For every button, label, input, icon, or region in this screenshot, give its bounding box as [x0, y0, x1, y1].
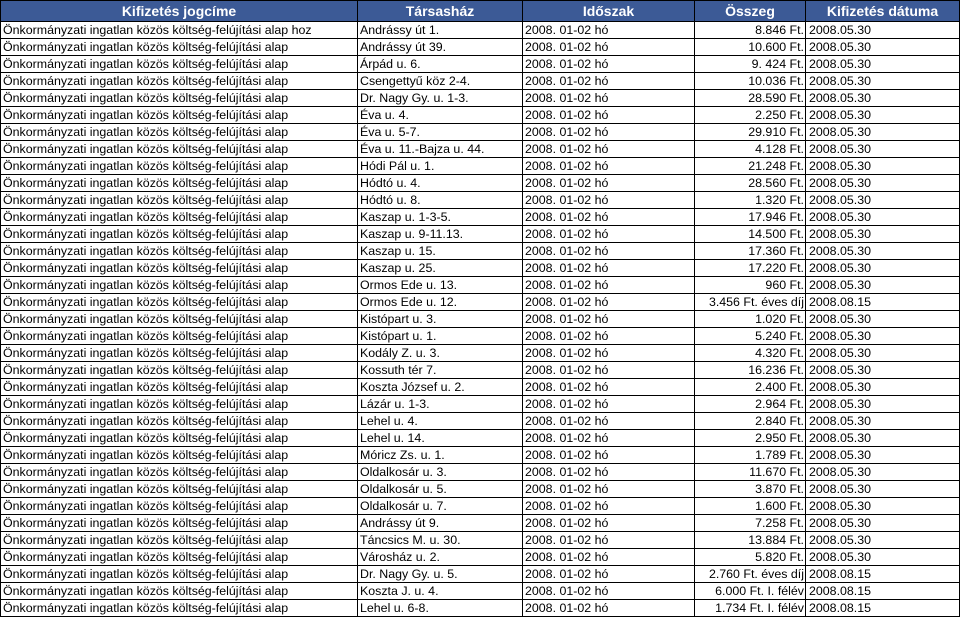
column-header-condominium: Társasház [358, 1, 523, 22]
cell-period: 2008. 01-02 hó [523, 413, 695, 430]
cell-condominium: Kaszap u. 15. [358, 243, 523, 260]
cell-payment-title: Önkormányzati ingatlan közös költség-felújítási alap [1, 56, 358, 73]
cell-amount: 11.670 Ft. [695, 464, 806, 481]
table-row [1, 56, 960, 73]
cell-payment-title: Önkormányzati ingatlan közös költség-felújítási alap [1, 243, 358, 260]
cell-payment-title: Önkormányzati ingatlan közös költség-felújítási alap [1, 90, 358, 107]
cell-payment-date: 2008.05.30 [806, 39, 960, 56]
table-row [1, 107, 960, 124]
cell-period: 2008. 01-02 hó [523, 90, 695, 107]
cell-condominium: Oldalkosár u. 3. [358, 464, 523, 481]
cell-payment-date: 2008.08.15 [806, 566, 960, 583]
cell-amount: 2.760 Ft. éves díj [695, 566, 806, 583]
cell-payment-date: 2008.05.30 [806, 158, 960, 175]
cell-amount: 4.128 Ft. [695, 141, 806, 158]
cell-payment-title: Önkormányzati ingatlan közös költség-felújítási alap [1, 396, 358, 413]
table-row [1, 447, 960, 464]
cell-period: 2008. 01-02 hó [523, 498, 695, 515]
cell-period: 2008. 01-02 hó [523, 175, 695, 192]
column-header-amount: Összeg [695, 1, 806, 22]
cell-period: 2008. 01-02 hó [523, 158, 695, 175]
cell-amount: 29.910 Ft. [695, 124, 806, 141]
cell-condominium: Oldalkosár u. 5. [358, 481, 523, 498]
cell-condominium: Éva u. 4. [358, 107, 523, 124]
cell-payment-date: 2008.05.30 [806, 73, 960, 90]
cell-payment-date: 2008.05.30 [806, 226, 960, 243]
cell-payment-date: 2008.05.30 [806, 22, 960, 39]
table-body [1, 22, 960, 617]
cell-payment-title: Önkormányzati ingatlan közös költség-felújítási alap [1, 209, 358, 226]
cell-payment-title: Önkormányzati ingatlan közös költség-felújítási alap [1, 141, 358, 158]
cell-payment-title: Önkormányzati ingatlan közös költség-felújítási alap [1, 464, 358, 481]
cell-period: 2008. 01-02 hó [523, 22, 695, 39]
cell-condominium: Koszta J. u. 4. [358, 583, 523, 600]
table-row [1, 277, 960, 294]
cell-payment-date: 2008.05.30 [806, 498, 960, 515]
cell-payment-title: Önkormányzati ingatlan közös költség-felújítási alap [1, 413, 358, 430]
cell-amount: 5.820 Ft. [695, 549, 806, 566]
cell-payment-title: Önkormányzati ingatlan közös költség-felújítási alap [1, 532, 358, 549]
table-row [1, 345, 960, 362]
cell-payment-date: 2008.05.30 [806, 464, 960, 481]
cell-payment-date: 2008.05.30 [806, 532, 960, 549]
cell-condominium: Éva u. 5-7. [358, 124, 523, 141]
cell-payment-title: Önkormányzati ingatlan közös költség-felújítási alap [1, 311, 358, 328]
cell-payment-date: 2008.08.15 [806, 600, 960, 617]
cell-amount: 16.236 Ft. [695, 362, 806, 379]
cell-payment-date: 2008.05.30 [806, 481, 960, 498]
cell-period: 2008. 01-02 hó [523, 243, 695, 260]
cell-condominium: Oldalkosár u. 7. [358, 498, 523, 515]
cell-condominium: Ormos Ede u. 13. [358, 277, 523, 294]
cell-payment-title: Önkormányzati ingatlan közös költség-felújítási alap [1, 345, 358, 362]
table-row [1, 39, 960, 56]
cell-period: 2008. 01-02 hó [523, 430, 695, 447]
cell-condominium: Andrássy út 1. [358, 22, 523, 39]
cell-payment-date: 2008.05.30 [806, 447, 960, 464]
cell-payment-title: Önkormányzati ingatlan közös költség-felújítási alap [1, 107, 358, 124]
cell-payment-date: 2008.05.30 [806, 345, 960, 362]
cell-payment-title: Önkormányzati ingatlan közös költség-felújítási alap [1, 175, 358, 192]
cell-amount: 8.846 Ft. [695, 22, 806, 39]
cell-amount: 1.020 Ft. [695, 311, 806, 328]
cell-payment-date: 2008.05.30 [806, 175, 960, 192]
table-row [1, 583, 960, 600]
cell-condominium: Kodály Z. u. 3. [358, 345, 523, 362]
table-row [1, 481, 960, 498]
table-row [1, 175, 960, 192]
cell-amount: 3.870 Ft. [695, 481, 806, 498]
cell-payment-date: 2008.05.30 [806, 396, 960, 413]
cell-condominium: Kaszap u. 9-11.13. [358, 226, 523, 243]
cell-period: 2008. 01-02 hó [523, 107, 695, 124]
table-row [1, 311, 960, 328]
cell-period: 2008. 01-02 hó [523, 192, 695, 209]
cell-payment-date: 2008.05.30 [806, 515, 960, 532]
cell-condominium: Lehel u. 14. [358, 430, 523, 447]
table-row [1, 413, 960, 430]
column-header-period: Időszak [523, 1, 695, 22]
cell-condominium: Éva u. 11.-Bajza u. 44. [358, 141, 523, 158]
cell-period: 2008. 01-02 hó [523, 260, 695, 277]
cell-period: 2008. 01-02 hó [523, 532, 695, 549]
table-row [1, 73, 960, 90]
cell-payment-title: Önkormányzati ingatlan közös költség-felújítási alap [1, 447, 358, 464]
cell-payment-date: 2008.05.30 [806, 209, 960, 226]
cell-payment-date: 2008.08.15 [806, 583, 960, 600]
cell-period: 2008. 01-02 hó [523, 447, 695, 464]
table-row [1, 158, 960, 175]
cell-payment-date: 2008.05.30 [806, 260, 960, 277]
cell-payment-title: Önkormányzati ingatlan közös költség-felújítási alap [1, 226, 358, 243]
cell-payment-title: Önkormányzati ingatlan közös költség-felújítási alap [1, 124, 358, 141]
cell-amount: 6.000 Ft. I. félév [695, 583, 806, 600]
cell-amount: 1.600 Ft. [695, 498, 806, 515]
cell-amount: 2.964 Ft. [695, 396, 806, 413]
table-row [1, 260, 960, 277]
table-row [1, 362, 960, 379]
cell-amount: 2.400 Ft. [695, 379, 806, 396]
table-row [1, 294, 960, 311]
cell-condominium: Lehel u. 4. [358, 413, 523, 430]
cell-condominium: Hódtó u. 8. [358, 192, 523, 209]
cell-amount: 4.320 Ft. [695, 345, 806, 362]
cell-period: 2008. 01-02 hó [523, 362, 695, 379]
cell-condominium: Andrássy út 39. [358, 39, 523, 56]
cell-payment-title: Önkormányzati ingatlan közös költség-felújítási alap [1, 566, 358, 583]
cell-condominium: Ormos Ede u. 12. [358, 294, 523, 311]
cell-payment-title: Önkormányzati ingatlan közös költség-felújítási alap [1, 362, 358, 379]
cell-condominium: Dr. Nagy Gy. u. 1-3. [358, 90, 523, 107]
cell-period: 2008. 01-02 hó [523, 464, 695, 481]
cell-condominium: Kistópart u. 1. [358, 328, 523, 345]
cell-condominium: Lehel u. 6-8. [358, 600, 523, 617]
cell-payment-title: Önkormányzati ingatlan közös költség-felújítási alap [1, 328, 358, 345]
table-row [1, 532, 960, 549]
cell-period: 2008. 01-02 hó [523, 294, 695, 311]
cell-payment-title: Önkormányzati ingatlan közös költség-felújítási alap [1, 294, 358, 311]
cell-condominium: Hódtó u. 4. [358, 175, 523, 192]
cell-amount: 28.560 Ft. [695, 175, 806, 192]
cell-period: 2008. 01-02 hó [523, 141, 695, 158]
cell-condominium: Koszta József u. 2. [358, 379, 523, 396]
table-row [1, 464, 960, 481]
cell-payment-date: 2008.05.30 [806, 124, 960, 141]
cell-amount: 2.840 Ft. [695, 413, 806, 430]
cell-amount: 1.320 Ft. [695, 192, 806, 209]
table-row [1, 22, 960, 39]
cell-payment-title: Önkormányzati ingatlan közös költség-felújítási alap [1, 481, 358, 498]
cell-payment-date: 2008.05.30 [806, 192, 960, 209]
cell-payment-title: Önkormányzati ingatlan közös költség-felújítási alap [1, 192, 358, 209]
cell-amount: 17.946 Ft. [695, 209, 806, 226]
cell-payment-title: Önkormányzati ingatlan közös költség-felújítási alap [1, 498, 358, 515]
cell-payment-date: 2008.05.30 [806, 243, 960, 260]
cell-period: 2008. 01-02 hó [523, 515, 695, 532]
cell-amount: 7.258 Ft. [695, 515, 806, 532]
cell-amount: 13.884 Ft. [695, 532, 806, 549]
cell-payment-title: Önkormányzati ingatlan közös költség-felújítási alap [1, 39, 358, 56]
cell-period: 2008. 01-02 hó [523, 226, 695, 243]
cell-payment-title: Önkormányzati ingatlan közös költség-felújítási alap hoz [1, 22, 358, 39]
cell-period: 2008. 01-02 hó [523, 549, 695, 566]
cell-condominium: Lázár u. 1-3. [358, 396, 523, 413]
cell-period: 2008. 01-02 hó [523, 311, 695, 328]
cell-payment-date: 2008.05.30 [806, 56, 960, 73]
cell-condominium: Táncsics M. u. 30. [358, 532, 523, 549]
table-row [1, 430, 960, 447]
table-row [1, 124, 960, 141]
cell-amount: 1.734 Ft. I. félév [695, 600, 806, 617]
column-header-payment-title: Kifizetés jogcíme [1, 1, 358, 22]
cell-period: 2008. 01-02 hó [523, 396, 695, 413]
cell-payment-date: 2008.05.30 [806, 328, 960, 345]
table-header [1, 1, 960, 22]
cell-amount: 3.456 Ft. éves díj [695, 294, 806, 311]
cell-payment-title: Önkormányzati ingatlan közös költség-felújítási alap [1, 260, 358, 277]
cell-amount: 2.950 Ft. [695, 430, 806, 447]
table-row [1, 396, 960, 413]
cell-period: 2008. 01-02 hó [523, 328, 695, 345]
cell-payment-date: 2008.05.30 [806, 107, 960, 124]
column-header-payment-date: Kifizetés dátuma [806, 1, 960, 22]
cell-amount: 5.240 Ft. [695, 328, 806, 345]
table-row [1, 90, 960, 107]
cell-amount: 960 Ft. [695, 277, 806, 294]
cell-amount: 9. 424 Ft. [695, 56, 806, 73]
cell-payment-title: Önkormányzati ingatlan közös költség-felújítási alap [1, 583, 358, 600]
cell-payment-date: 2008.05.30 [806, 277, 960, 294]
cell-payment-date: 2008.05.30 [806, 549, 960, 566]
cell-amount: 1.789 Ft. [695, 447, 806, 464]
table-row [1, 566, 960, 583]
cell-amount: 17.360 Ft. [695, 243, 806, 260]
cell-payment-title: Önkormányzati ingatlan közös költség-felújítási alap [1, 73, 358, 90]
cell-condominium: Csengettyű köz 2-4. [358, 73, 523, 90]
cell-condominium: Kossuth tér 7. [358, 362, 523, 379]
cell-condominium: Andrássy út 9. [358, 515, 523, 532]
cell-amount: 21.248 Ft. [695, 158, 806, 175]
cell-payment-date: 2008.05.30 [806, 90, 960, 107]
cell-condominium: Móricz Zs. u. 1. [358, 447, 523, 464]
cell-payment-date: 2008.05.30 [806, 141, 960, 158]
cell-condominium: Hódi Pál u. 1. [358, 158, 523, 175]
table-row [1, 549, 960, 566]
cell-payment-date: 2008.05.30 [806, 362, 960, 379]
cell-payment-date: 2008.05.30 [806, 430, 960, 447]
cell-payment-title: Önkormányzati ingatlan közös költség-felújítási alap [1, 600, 358, 617]
table-row [1, 515, 960, 532]
cell-payment-date: 2008.05.30 [806, 379, 960, 396]
table-row [1, 226, 960, 243]
cell-payment-date: 2008.05.30 [806, 311, 960, 328]
cell-period: 2008. 01-02 hó [523, 379, 695, 396]
cell-condominium: Kaszap u. 25. [358, 260, 523, 277]
cell-amount: 2.250 Ft. [695, 107, 806, 124]
cell-period: 2008. 01-02 hó [523, 481, 695, 498]
cell-amount: 10.600 Ft. [695, 39, 806, 56]
cell-condominium: Városház u. 2. [358, 549, 523, 566]
cell-period: 2008. 01-02 hó [523, 345, 695, 362]
cell-payment-title: Önkormányzati ingatlan közös költség-felújítási alap [1, 277, 358, 294]
cell-amount: 14.500 Ft. [695, 226, 806, 243]
table-row [1, 498, 960, 515]
table-row [1, 141, 960, 158]
cell-amount: 10.036 Ft. [695, 73, 806, 90]
table-row [1, 209, 960, 226]
cell-payment-title: Önkormányzati ingatlan közös költség-felújítási alap [1, 515, 358, 532]
cell-condominium: Kaszap u. 1-3-5. [358, 209, 523, 226]
cell-payment-date: 2008.05.30 [806, 413, 960, 430]
table-row [1, 328, 960, 345]
cell-condominium: Kistópart u. 3. [358, 311, 523, 328]
cell-payment-title: Önkormányzati ingatlan közös költség-felújítási alap [1, 549, 358, 566]
table-row [1, 192, 960, 209]
cell-amount: 28.590 Ft. [695, 90, 806, 107]
cell-payment-title: Önkormányzati ingatlan közös költség-felújítási alap [1, 379, 358, 396]
cell-period: 2008. 01-02 hó [523, 209, 695, 226]
cell-period: 2008. 01-02 hó [523, 39, 695, 56]
table-row [1, 600, 960, 617]
cell-period: 2008. 01-02 hó [523, 73, 695, 90]
header-row [1, 1, 960, 22]
cell-period: 2008. 01-02 hó [523, 124, 695, 141]
cell-period: 2008. 01-02 hó [523, 56, 695, 73]
cell-period: 2008. 01-02 hó [523, 600, 695, 617]
cell-payment-date: 2008.08.15 [806, 294, 960, 311]
cell-amount: 17.220 Ft. [695, 260, 806, 277]
table-row [1, 243, 960, 260]
cell-payment-title: Önkormányzati ingatlan közös költség-felújítási alap [1, 158, 358, 175]
cell-condominium: Dr. Nagy Gy. u. 5. [358, 566, 523, 583]
cell-payment-title: Önkormányzati ingatlan közös költség-felújítási alap [1, 430, 358, 447]
cell-period: 2008. 01-02 hó [523, 277, 695, 294]
cell-period: 2008. 01-02 hó [523, 583, 695, 600]
table-row [1, 379, 960, 396]
cell-period: 2008. 01-02 hó [523, 566, 695, 583]
cell-condominium: Árpád u. 6. [358, 56, 523, 73]
